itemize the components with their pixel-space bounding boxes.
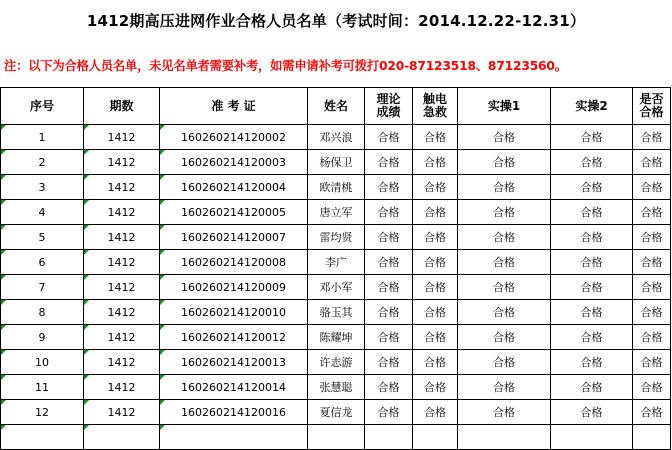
cell-prac2: 合格: [551, 250, 633, 275]
cell-name: 欧清桃: [308, 175, 365, 200]
cell-prac2: 合格: [551, 150, 633, 175]
cell-prac2: 合格: [551, 350, 633, 375]
cell-seq: 9: [1, 325, 84, 350]
cell-theory: 合格: [365, 300, 413, 325]
qualified-list-table: [0, 87, 671, 450]
cell-period: 1412: [84, 375, 160, 400]
cell-prac1: 合格: [458, 200, 551, 225]
cell-cert: 160260214120012: [160, 325, 308, 350]
cell-prac1: 合格: [458, 350, 551, 375]
cell-name: 夏信龙: [308, 400, 365, 425]
cell-seq: 10: [1, 350, 84, 375]
cell-shock: 合格: [413, 225, 458, 250]
cell-theory: 合格: [365, 175, 413, 200]
cell-shock: 合格: [413, 350, 458, 375]
cell-theory: 合格: [365, 200, 413, 225]
header-period: 期数: [84, 88, 160, 125]
cell-seq: 12: [1, 400, 84, 425]
header-shock: [413, 88, 458, 125]
cell-theory: 合格: [365, 275, 413, 300]
cell-cert: 160260214120005: [160, 200, 308, 225]
cell-shock: 合格: [413, 175, 458, 200]
cell-seq: 11: [1, 375, 84, 400]
notice-text: 注：以下为合格人员名单，未见名单者需要补考，如需申请补考可拨打020-87123518、87123560。: [4, 59, 567, 73]
cell-theory: 合格: [365, 125, 413, 150]
cell-prac1: 合格: [458, 125, 551, 150]
header-all: [633, 88, 671, 125]
cell-name: 邓兴浪: [308, 125, 365, 150]
header-seq: 序号: [1, 88, 84, 125]
cell-shock: 合格: [413, 375, 458, 400]
table-row: [1, 200, 671, 225]
cell-cert: 160260214120003: [160, 150, 308, 175]
table-row: [1, 250, 671, 275]
table-row: [1, 425, 671, 450]
cell-all: 合格: [633, 350, 671, 375]
cell-prac2: 合格: [551, 400, 633, 425]
cell-all: 合格: [633, 275, 671, 300]
cell-prac1: 合格: [458, 375, 551, 400]
header-shock-line2: 急救: [422, 105, 447, 119]
header-shock-line1: 触电: [422, 92, 447, 106]
cell-name: 杨保卫: [308, 150, 365, 175]
header-prac1: 实操1: [458, 88, 551, 125]
cell-name: 唐立军: [308, 200, 365, 225]
cell-cert: 160260214120013: [160, 350, 308, 375]
cell-prac2: 合格: [551, 275, 633, 300]
cell-shock: [413, 425, 458, 450]
table-row: [1, 275, 671, 300]
cell-prac2: 合格: [551, 200, 633, 225]
cell-name: 许志游: [308, 350, 365, 375]
cell-seq: 5: [1, 225, 84, 250]
cell-prac1: 合格: [458, 400, 551, 425]
cell-theory: 合格: [365, 325, 413, 350]
table-row: [1, 125, 671, 150]
cell-prac1: 合格: [458, 275, 551, 300]
cell-all: 合格: [633, 125, 671, 150]
cell-cert: 160260214120016: [160, 400, 308, 425]
cell-shock: 合格: [413, 200, 458, 225]
cell-shock: 合格: [413, 325, 458, 350]
cell-period: 1412: [84, 325, 160, 350]
cell-seq: 4: [1, 200, 84, 225]
cell-theory: 合格: [365, 225, 413, 250]
header-prac2: 实操2: [551, 88, 633, 125]
cell-period: 1412: [84, 275, 160, 300]
table-row: [1, 300, 671, 325]
table-row: [1, 325, 671, 350]
cell-period: [84, 425, 160, 450]
cell-period: 1412: [84, 175, 160, 200]
cell-seq: 6: [1, 250, 84, 275]
cell-cert: 160260214120009: [160, 275, 308, 300]
cell-name: 骆玉其: [308, 300, 365, 325]
cell-seq: 2: [1, 150, 84, 175]
cell-all: 合格: [633, 325, 671, 350]
header-theory: [365, 88, 413, 125]
cell-period: 1412: [84, 125, 160, 150]
table-row: [1, 225, 671, 250]
cell-name: 雷均贤: [308, 225, 365, 250]
page-title: 1412期高压进网作业合格人员名单（考试时间：2014.12.22-12.31）: [86, 11, 586, 30]
cell-theory: 合格: [365, 375, 413, 400]
cell-all: 合格: [633, 200, 671, 225]
cell-prac2: 合格: [551, 175, 633, 200]
header-cert: 准 考 证: [160, 88, 308, 125]
cell-seq: 8: [1, 300, 84, 325]
cell-seq: 7: [1, 275, 84, 300]
cell-prac1: 合格: [458, 250, 551, 275]
cell-period: 1412: [84, 150, 160, 175]
cell-seq: 1: [1, 125, 84, 150]
cell-cert: [160, 425, 308, 450]
table-header-row: [1, 88, 671, 125]
cell-all: 合格: [633, 375, 671, 400]
cell-prac2: 合格: [551, 325, 633, 350]
cell-prac1: 合格: [458, 325, 551, 350]
cell-cert: 160260214120002: [160, 125, 308, 150]
header-all-line2: 合格: [639, 105, 664, 119]
table-row: [1, 375, 671, 400]
cell-shock: 合格: [413, 125, 458, 150]
cell-all: [633, 425, 671, 450]
cell-all: 合格: [633, 400, 671, 425]
cell-theory: 合格: [365, 150, 413, 175]
table-row: [1, 175, 671, 200]
cell-prac1: 合格: [458, 150, 551, 175]
cell-name: 李广: [308, 250, 365, 275]
cell-cert: 160260214120004: [160, 175, 308, 200]
cell-prac2: 合格: [551, 300, 633, 325]
cell-cert: 160260214120014: [160, 375, 308, 400]
header-name: 姓名: [308, 88, 365, 125]
table-row: [1, 150, 671, 175]
cell-cert: 160260214120008: [160, 250, 308, 275]
table-row: [1, 400, 671, 425]
cell-shock: 合格: [413, 275, 458, 300]
cell-prac1: 合格: [458, 300, 551, 325]
cell-name: 陈耀坤: [308, 325, 365, 350]
cell-prac1: [458, 425, 551, 450]
cell-shock: 合格: [413, 400, 458, 425]
cell-shock: 合格: [413, 300, 458, 325]
cell-cert: 160260214120007: [160, 225, 308, 250]
cell-period: 1412: [84, 350, 160, 375]
cell-seq: [1, 425, 84, 450]
cell-prac2: [551, 425, 633, 450]
header-theory-line1: 理论: [376, 92, 401, 106]
cell-theory: 合格: [365, 400, 413, 425]
cell-period: 1412: [84, 300, 160, 325]
cell-shock: 合格: [413, 150, 458, 175]
cell-all: 合格: [633, 150, 671, 175]
cell-prac1: 合格: [458, 175, 551, 200]
cell-seq: 3: [1, 175, 84, 200]
cell-prac1: 合格: [458, 225, 551, 250]
cell-name: 邓小军: [308, 275, 365, 300]
cell-prac2: 合格: [551, 375, 633, 400]
cell-prac2: 合格: [551, 225, 633, 250]
cell-all: 合格: [633, 250, 671, 275]
cell-shock: 合格: [413, 250, 458, 275]
cell-theory: 合格: [365, 250, 413, 275]
cell-name: 张慧聪: [308, 375, 365, 400]
cell-theory: 合格: [365, 350, 413, 375]
cell-period: 1412: [84, 225, 160, 250]
cell-period: 1412: [84, 200, 160, 225]
cell-prac2: 合格: [551, 125, 633, 150]
cell-all: 合格: [633, 225, 671, 250]
header-all-line1: 是否: [639, 92, 664, 106]
cell-all: 合格: [633, 175, 671, 200]
table-row: [1, 350, 671, 375]
cell-period: 1412: [84, 400, 160, 425]
cell-theory: [365, 425, 413, 450]
cell-cert: 160260214120010: [160, 300, 308, 325]
cell-all: 合格: [633, 300, 671, 325]
cell-name: [308, 425, 365, 450]
header-theory-line2: 成绩: [376, 105, 401, 119]
cell-period: 1412: [84, 250, 160, 275]
